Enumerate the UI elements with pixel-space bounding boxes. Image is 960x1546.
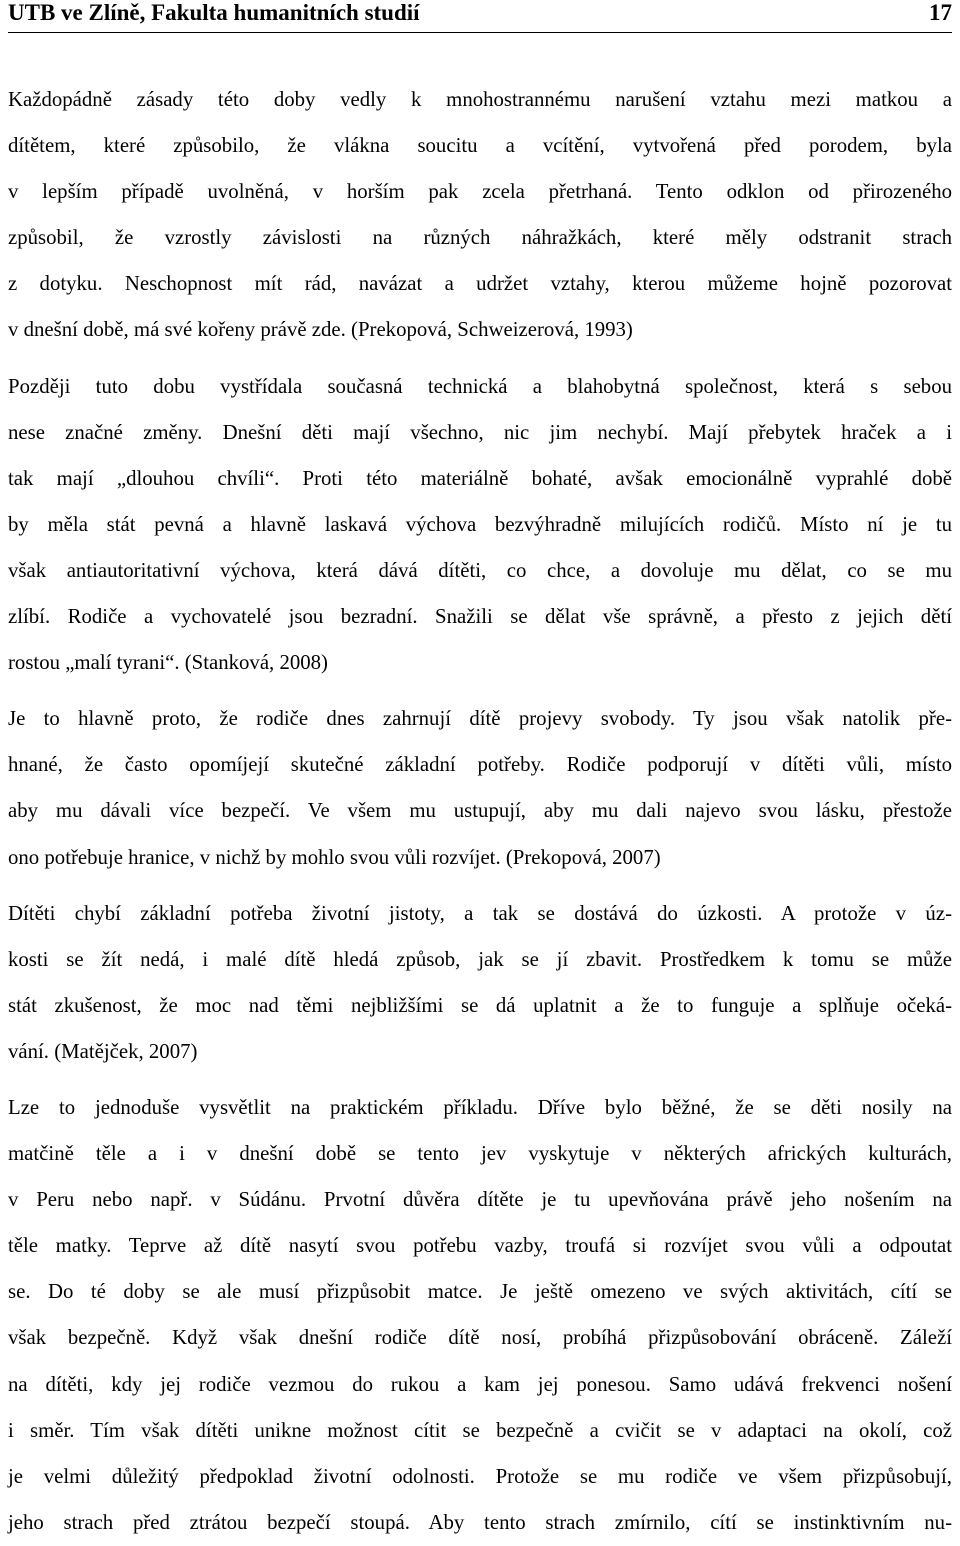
text-line: tak mají „dlouhou chvíli“. Proti této materiálně bohaté, avšak emocionálně vyprahlé době [8, 466, 952, 490]
text-line: by měla stát pevná a hlavně laskavá výchova bezvýhradně milujících rodičů. Místo ní je tu [8, 512, 952, 536]
text-line: Každopádně zásady této doby vedly k mnohostrannému narušení vztahu mezi matkou a [8, 88, 952, 111]
running-header [8, 0, 952, 33]
text-line: způsobil, že vzrostly závislosti na různých náhražkách, které měly odstranit strach [8, 226, 952, 250]
text-line: však antiautoritativní výchova, která dává dítěti, co chce, a dovoluje mu dělat, co se mu [8, 558, 952, 582]
text-line: i směr. Tím však dítěti unikne možnost cítit se bezpečně a cvičit se v adaptaci na okolí, což [8, 1418, 952, 1442]
body-text [8, 77, 952, 1546]
paragraph [8, 364, 952, 687]
text-line: matčině těle a i v dnešní době se tento jev vyskytuje v některých afrických kulturách, [8, 1142, 952, 1166]
text-line: dítětem, které způsobilo, že vlákna soucitu a vcítění, vytvořená před porodem, byla [8, 134, 952, 158]
text-line: z dotyku. Neschopnost mít rád, navázat a udržet vztahy, kterou můžeme hojně pozorovat [8, 272, 952, 296]
page-number: 17 [929, 0, 952, 25]
text-line: Dítěti chybí základní potřeba životní jistoty, a tak se dostává do úzkosti. A protože v úz- [8, 901, 952, 925]
text-line: hnané, že často opomíjejí skutečné základní potřeby. Rodiče podporují v dítěti vůli, místo [8, 753, 952, 777]
text-line: ono potřebuje hranice, v nichž by mohlo svou vůli rozvíjet. (Prekopová, 2007) [8, 845, 661, 869]
text-line: rostou „malí tyrani“. (Stanková, 2008) [8, 651, 328, 675]
text-line: stát zkušenost, že moc nad těmi nejbližšími se dá uplatnit a že to funguje a splňuje očeká- [8, 993, 952, 1017]
text-line: aby mu dávali více bezpečí. Ve všem mu ustupují, aby mu dali najevo svou lásku, přestože [8, 799, 952, 823]
text-line: zlíbí. Rodiče a vychovatelé jsou bezradní. Snažili se dělat vše správně, a přesto z jejich dětí [8, 605, 952, 629]
text-line: však bezpečně. Když však dnešní rodiče dítě nosí, probíhá přizpůsobování obráceně. Záleží [8, 1326, 952, 1350]
text-line: na dítěti, kdy jej rodiče vezmou do rukou a kam jej ponesou. Samo udává frekvenci nošení [8, 1372, 952, 1396]
text-line: nese značné změny. Dnešní děti mají všechno, nic jim nechybí. Mají přebytek hraček a i [8, 420, 952, 444]
text-line: těle matky. Teprve až dítě nasytí svou potřebu vazby, troufá si rozvíjet svou vůli a odpoutat [8, 1234, 952, 1258]
text-line: v lepším případě uvolněná, v horším pak zcela přetrhaná. Tento odklon od přirozeného [8, 180, 952, 204]
text-line: Lze to jednoduše vysvětlit na praktickém příkladu. Dříve bylo běžné, že se děti nosily na [8, 1095, 952, 1119]
text-line: Je to hlavně proto, že rodiče dnes zahrnují dítě projevy svobody. Ty jsou však natolik pře- [8, 707, 952, 731]
text-line: v dnešní době, má své kořeny právě zde. (Prekopová, Schweizerová, 1993) [8, 318, 633, 342]
text-line: je velmi důležitý předpoklad životní odolnosti. Protože se mu rodiče ve všem přizpůsobují, [8, 1464, 952, 1488]
text-line: jeho strach před ztrátou bezpečí stoupá. Aby tento strach zmírnilo, cítí se instinktivním nu- [8, 1510, 952, 1534]
text-line: Později tuto dobu vystřídala současná technická a blahobytná společnost, která s sebou [8, 374, 952, 398]
paragraph [8, 77, 952, 354]
paragraph [8, 1085, 952, 1546]
paragraph [8, 696, 952, 880]
text-line: v Peru nebo např. v Súdánu. Prvotní důvěra dítěte je tu upevňována právě jeho nošením na [8, 1188, 952, 1212]
paragraph [8, 891, 952, 1075]
header-title: UTB ve Zlíně, Fakulta humanitních studií [8, 0, 420, 25]
text-line: kosti se žít nedá, i malé dítě hledá způsob, jak se jí zbavit. Prostředkem k tomu se může [8, 947, 952, 971]
text-line: vání. (Matějček, 2007) [8, 1039, 198, 1063]
text-line: se. Do té doby se ale musí přizpůsobit matce. Je ještě omezeno ve svých aktivitách, cítí se [8, 1280, 952, 1304]
